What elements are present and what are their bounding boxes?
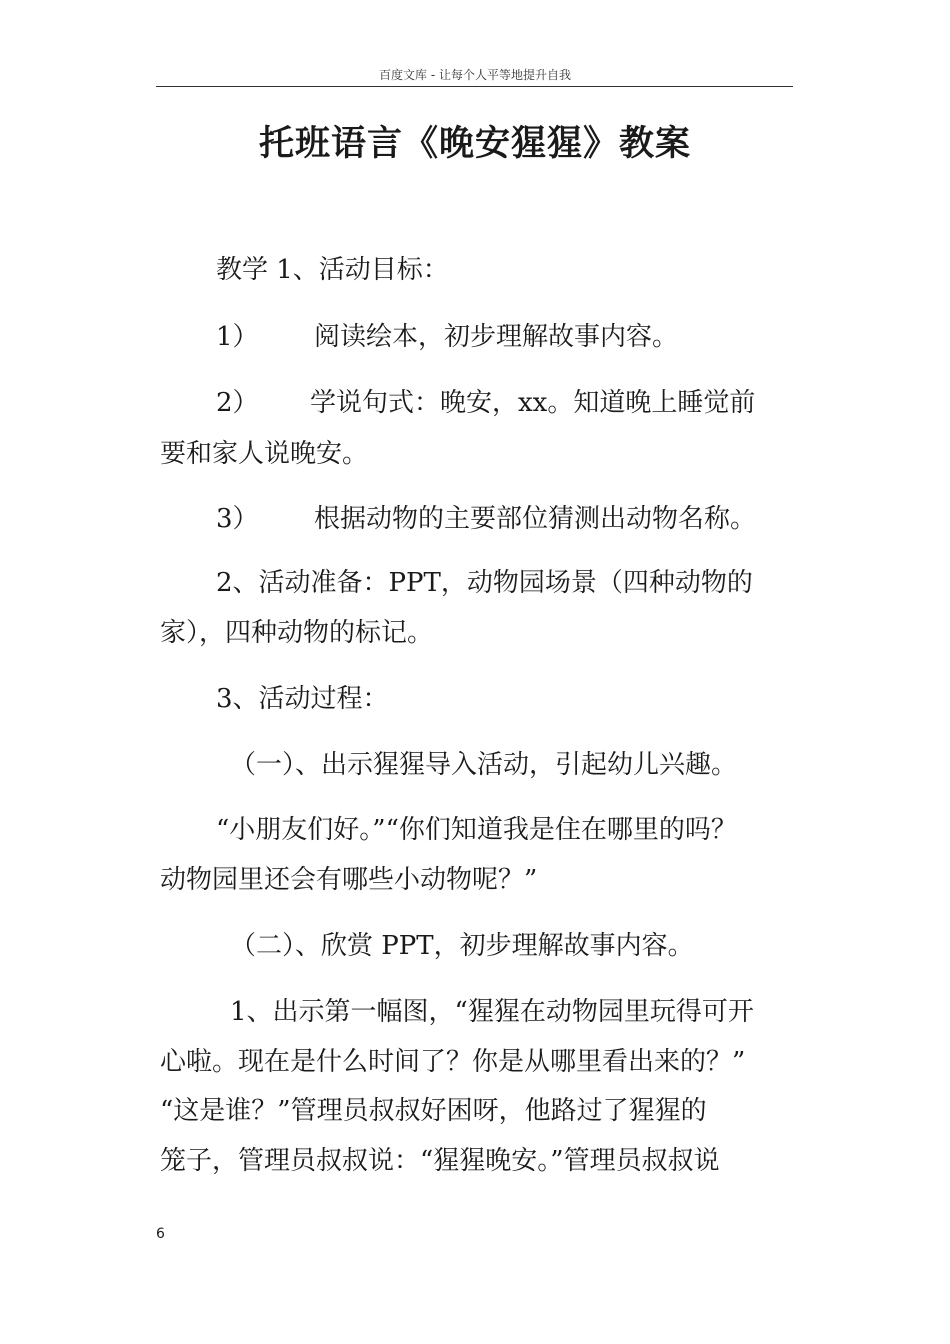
line-num: 3）	[216, 504, 259, 534]
line-text: “这是谁？”管理员叔叔好困呀，他路过了猩猩的	[160, 1096, 707, 1126]
body-line	[160, 428, 368, 480]
body-line	[230, 986, 754, 1038]
line-text: “小朋友们好。”“你们知道我是住在哪里的吗？	[216, 815, 737, 845]
body-line	[160, 1036, 745, 1088]
line-text: 要和家人说晚安。	[160, 439, 369, 469]
line-num: 1）	[216, 322, 259, 352]
body-line	[216, 673, 389, 725]
line-text: 家），四种动物的标记。	[160, 618, 434, 648]
document-title: 托班语言《晚安猩猩》教案	[258, 124, 691, 164]
line-text: 2、活动准备：PPT，动物园场景（四种动物的	[216, 568, 753, 598]
body-line	[160, 607, 433, 659]
line-text: 学说句式：晚安，xx。知道晚上睡觉前	[310, 388, 756, 418]
body-line	[216, 377, 755, 429]
line-text: 根据动物的主要部位猜测出动物名称。	[314, 504, 757, 534]
body-line	[160, 1085, 707, 1137]
body-line	[216, 804, 737, 856]
body-line	[216, 311, 678, 363]
header-divider	[156, 86, 793, 87]
line-text: 动物园里还会有哪些小动物呢？”	[160, 865, 538, 895]
line-num: 2）	[216, 388, 259, 418]
body-line	[160, 854, 537, 906]
body-line	[216, 557, 753, 609]
body-line	[216, 244, 449, 296]
line-text: 笼子，管理员叔叔说：“猩猩晚安。”管理员叔叔说	[160, 1146, 720, 1176]
page-number: 6	[156, 1226, 165, 1242]
line-text: 心啦。现在是什么时间了？你是从哪里看出来的？”	[160, 1047, 746, 1077]
line-text: （一）、出示猩猩导入活动，引起幼儿兴趣。	[230, 750, 738, 780]
line-text: 阅读绘本，初步理解故事内容。	[314, 322, 679, 352]
line-text: 教学 1、活动目标：	[216, 255, 449, 285]
body-line	[230, 739, 737, 791]
body-line	[160, 1135, 720, 1187]
line-text: 3、活动过程：	[216, 684, 389, 714]
body-line	[230, 920, 694, 972]
line-text: （二）、欣赏 PPT，初步理解故事内容。	[230, 931, 694, 961]
page-header: 百度文库 - 让每个人平等地提升自我	[379, 68, 571, 82]
body-line	[216, 493, 756, 545]
line-text: 1、出示第一幅图，“猩猩在动物园里玩得可开	[230, 997, 754, 1027]
